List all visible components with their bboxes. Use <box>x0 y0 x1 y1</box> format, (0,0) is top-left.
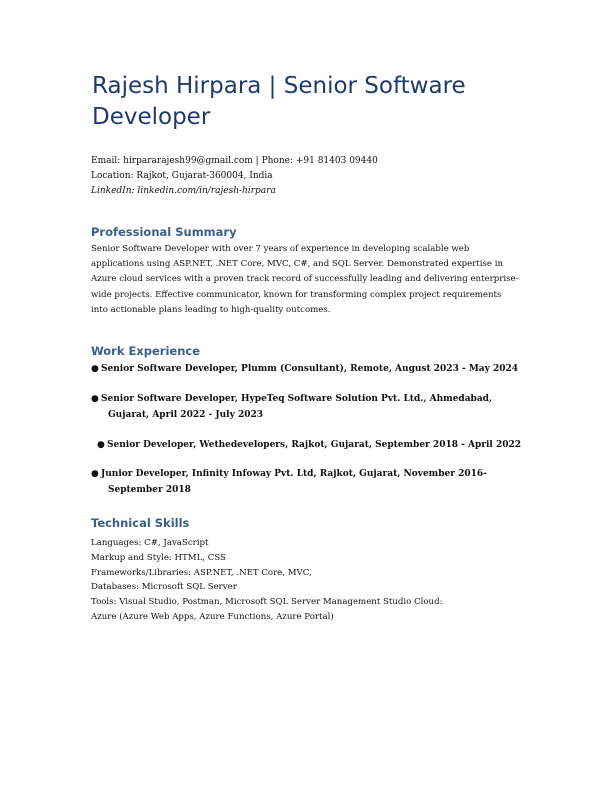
contact-email-phone: Email: hirpararajesh99@gmail.com | Phone: +91 81403 09440 <box>91 156 378 166</box>
skill-line: Tools: Visual Studio, Postman, Microsoft SQL Server Management Studio Cloud: <box>91 597 443 608</box>
bullet-icon: ● <box>91 364 99 374</box>
bullet-icon: ● <box>91 394 99 404</box>
job-title-continuation: Gujarat, April 2022 - July 2023 <box>108 410 263 420</box>
contact-block <box>91 154 531 199</box>
contact-location: Location: Rajkot, Gujarat-360004, India <box>91 171 273 181</box>
job-item <box>97 437 537 453</box>
bullet-icon: ● <box>97 440 105 450</box>
job-item <box>91 361 531 377</box>
bullet-icon: ● <box>91 469 99 479</box>
skill-line: Azure (Azure Web Apps, Azure Functions, Azure Portal) <box>91 611 334 622</box>
work-heading: Work Experience <box>91 344 201 358</box>
job-item <box>91 391 531 423</box>
skills-heading: Technical Skills <box>91 516 190 530</box>
job-title-line: Senior Software Developer, HypeTeq Software Solution Pvt. Ltd., Ahmedabad, <box>101 394 493 404</box>
job-item <box>91 466 531 498</box>
skill-line: Databases: Microsoft SQL Server <box>91 582 237 593</box>
summary-heading: Professional Summary <box>91 225 237 239</box>
job-title-continuation: September 2018 <box>108 485 191 495</box>
page-title: Rajesh Hirpara | Senior Software Developer <box>92 73 466 130</box>
job-title-line: Junior Developer, Infinity Infoway Pvt. Ltd, Rajkot, Gujarat, November 2016- <box>101 469 487 479</box>
job-title-line: Senior Developer, Wethedevelopers, Rajkot, Gujarat, September 2018 - April 2022 <box>107 440 522 450</box>
job-title-line: Senior Software Developer, Plumm (Consultant), Remote, August 2023 - May 2024 <box>101 364 519 374</box>
skill-line: Frameworks/Libraries: ASP.NET, .NET Core, MVC, <box>91 567 312 578</box>
skills-list <box>91 536 531 625</box>
contact-linkedin: LinkedIn: linkedin.com/in/rajesh-hirpara <box>91 186 276 196</box>
summary-text: Senior Software Developer with over 7 years of experience in developing scalable web applications using ASP.NET, .NET Core, MVC, C#, and SQL Server. Demonstrated expertise in Azure cloud services with a proven track record of successfully leading and delivering enterprise-wide projects. Effective communicator, known for transforming complex project requirements into actionable plans leading to high-quality outcomes. <box>91 244 519 315</box>
skill-line: Markup and Style: HTML, CSS <box>91 552 226 563</box>
skill-line: Languages: C#, JavaScript <box>91 538 209 548</box>
